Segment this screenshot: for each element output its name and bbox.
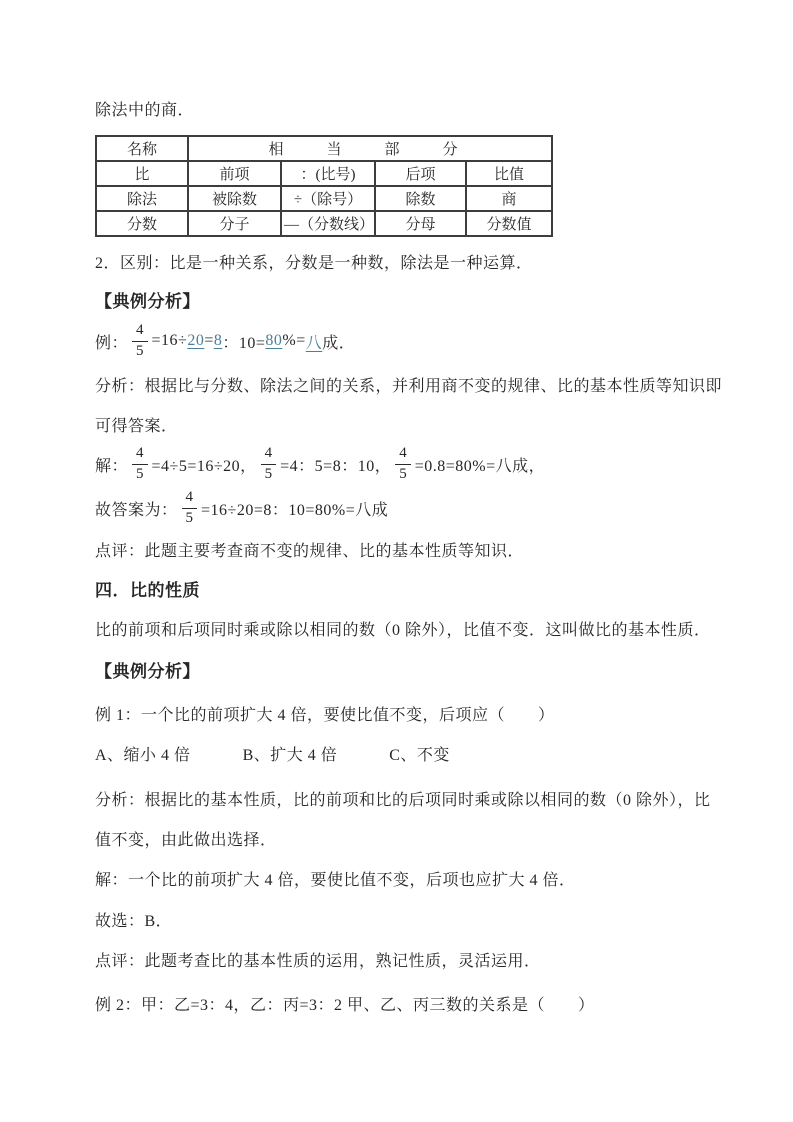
option-b: B、扩大 4 倍 — [242, 747, 338, 764]
equation-blank-answer: 八 — [305, 334, 323, 352]
review-text: 点评：此题主要考查商不变的规律、比的基本性质等知识． — [95, 543, 525, 560]
example1-solution: 解：一个比的前项扩大 4 倍，要使比值不变，后项也应扩大 4 倍． — [95, 872, 576, 889]
option-c: C、不变 — [389, 747, 450, 764]
table-cell: 分母 — [375, 211, 466, 236]
fraction-denominator: 5 — [261, 464, 277, 485]
equation-segment: =4：5=8：10， — [280, 457, 392, 475]
solution-label: 解： — [95, 457, 129, 475]
equation-segment: =0.8=80%=八成， — [414, 457, 546, 475]
table-cell: —（分数线） — [281, 211, 375, 236]
analysis-line: 分析：根据比与分数、除法之间的关系，并利用商不变的规律、比的基本性质等知识即 — [95, 378, 723, 395]
example1-choice: 故选：B． — [95, 913, 173, 930]
fraction — [395, 444, 411, 484]
solution-equation-line — [95, 441, 545, 487]
fraction-denominator: 5 — [132, 464, 148, 485]
table-cell: 比值 — [466, 161, 552, 186]
fraction — [132, 444, 148, 484]
relation-table — [95, 135, 553, 237]
equation-segment: =4÷5=16÷20， — [151, 457, 257, 475]
fraction-numerator: 4 — [185, 489, 194, 505]
equation-segment: 成． — [322, 334, 356, 352]
example-equation-line — [95, 318, 355, 364]
example2-question: 例 2：甲：乙=3：4，乙：丙=3：2 甲、乙、丙三数的关系是（ ） — [95, 997, 595, 1014]
table-cell: 后项 — [375, 161, 466, 186]
example1-question: 例 1：一个比的前项扩大 4 倍，要使比值不变，后项应（ ） — [95, 707, 555, 724]
answer-equation-line — [95, 485, 388, 531]
analysis-line: 可得答案． — [95, 418, 178, 435]
analysis-line: 值不变，由此做出选择． — [95, 832, 277, 849]
table-cell: 分子 — [188, 211, 281, 236]
section-heading-ratio-property: 四．比的性质 — [95, 581, 200, 600]
fraction-numerator: 4 — [399, 445, 407, 461]
table-cell: ÷（除号） — [281, 186, 375, 211]
equation-segment: =16÷20=8：10=80%=八成 — [201, 501, 389, 519]
fraction-denominator: 5 — [182, 508, 198, 529]
table-cell: 被除数 — [188, 186, 281, 211]
equation-segment: =16÷ — [151, 332, 188, 349]
fraction-denominator: 5 — [395, 464, 411, 485]
table-header-span: 相 当 部 分 — [188, 136, 552, 161]
property-text: 比的前项和后项同时乘或除以相同的数（0 除外），比值不变．这叫做比的基本性质． — [95, 622, 711, 639]
option-a: A、缩小 4 倍 — [95, 747, 191, 764]
intro-text: 除法中的商． — [95, 102, 195, 119]
table-cell: 分数 — [96, 211, 188, 236]
table-cell: 比 — [96, 161, 188, 186]
table-header-name: 名称 — [96, 136, 188, 161]
table-cell: 除法 — [96, 186, 188, 211]
table-cell: 前项 — [188, 161, 281, 186]
table-cell: 分数值 — [466, 211, 552, 236]
equation-segment: ：10= — [222, 334, 266, 352]
distinction-text: 2．区别：比是一种关系，分数是一种数，除法是一种运算． — [95, 255, 533, 272]
table-cell: ：(比号) — [281, 161, 375, 186]
example1-options — [95, 746, 450, 766]
table-header-row — [96, 136, 552, 161]
fraction — [132, 321, 148, 361]
fraction-numerator: 4 — [136, 322, 144, 338]
equation-blank-answer: 80 — [265, 332, 283, 349]
review-text: 点评：此题考查比的基本性质的运用，熟记性质，灵活运用． — [95, 953, 541, 970]
table-cell: 除数 — [375, 186, 466, 211]
equation-blank-answer: 20 — [187, 332, 205, 349]
answer-label: 故答案为： — [95, 501, 178, 519]
equation-segment: %= — [282, 332, 306, 349]
fraction-numerator: 4 — [136, 445, 144, 461]
section-heading-typical-analysis: 【典例分析】 — [95, 292, 200, 311]
equation-blank-answer: 8 — [213, 332, 223, 349]
fraction-numerator: 4 — [264, 445, 273, 461]
fraction — [261, 444, 277, 484]
table-row-fraction — [96, 211, 552, 236]
example-label: 例： — [95, 334, 129, 352]
table-row-division — [96, 186, 552, 211]
analysis-line: 分析：根据比的基本性质，比的前项和比的后项同时乘或除以相同的数（0 除外），比 — [95, 792, 711, 809]
fraction-denominator: 5 — [132, 341, 148, 362]
section-heading-typical-analysis: 【典例分析】 — [95, 662, 200, 681]
equation-segment: = — [204, 332, 214, 349]
fraction — [182, 488, 198, 528]
table-cell: 商 — [466, 186, 552, 211]
table-row-ratio — [96, 161, 552, 186]
